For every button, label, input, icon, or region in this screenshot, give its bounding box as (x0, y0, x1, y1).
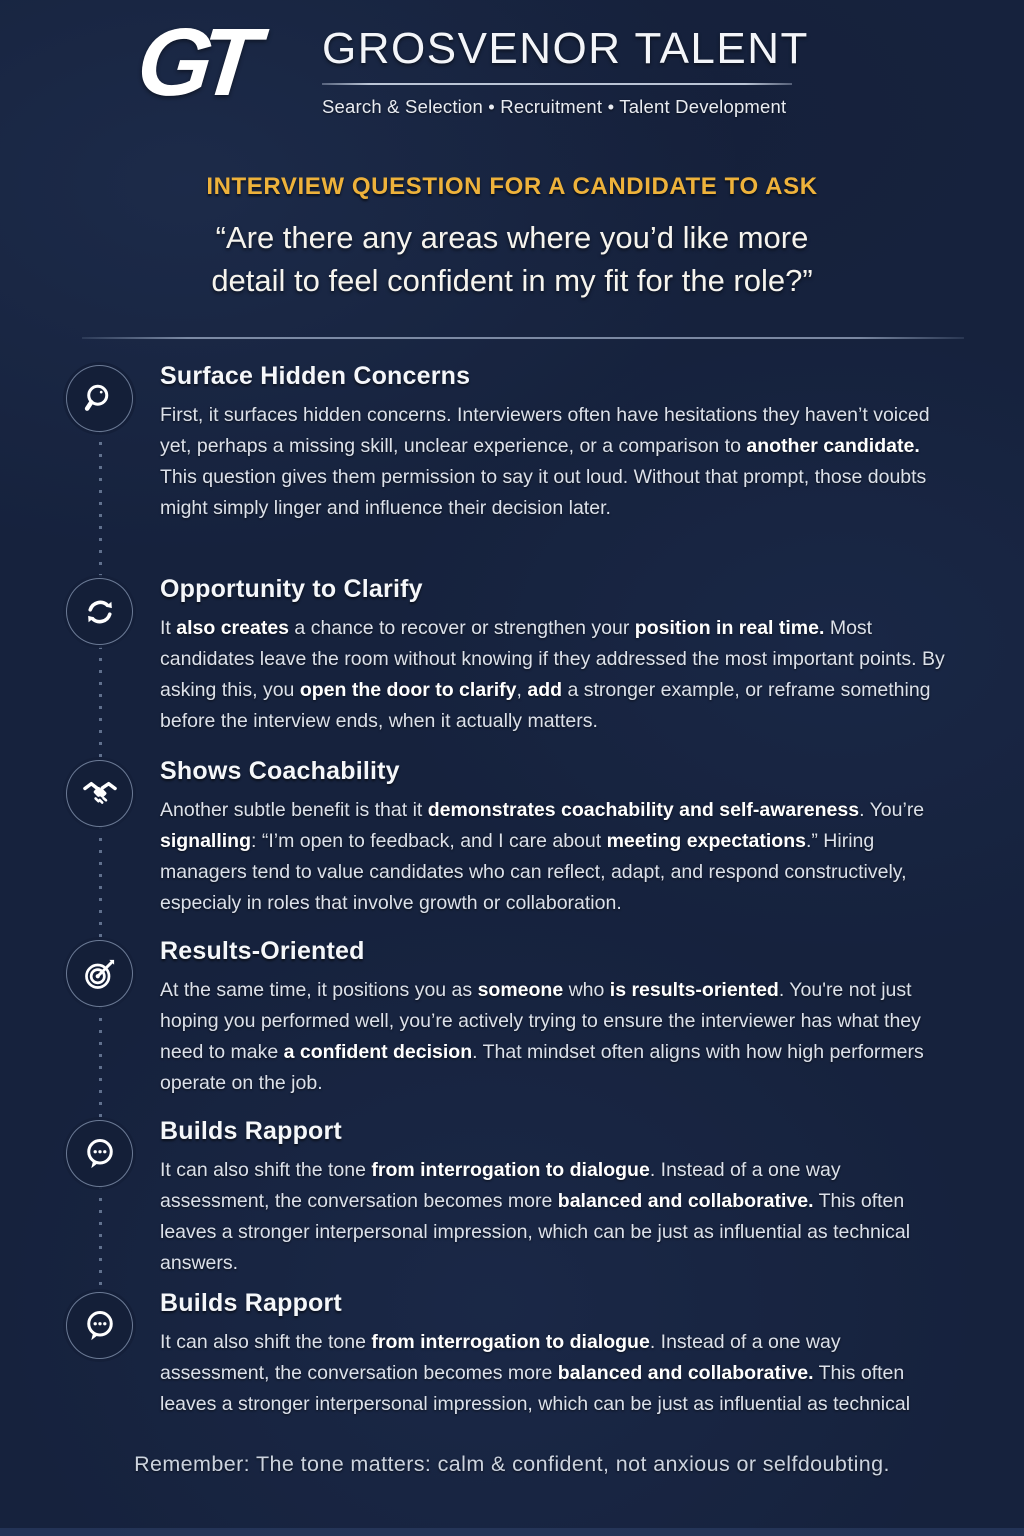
quote-line-2: detail to feel confident in my fit for the role?” (211, 263, 813, 298)
search-icon (66, 365, 133, 432)
bottom-strip (0, 1528, 1024, 1536)
section-heading: Results-Oriented (160, 937, 365, 965)
quote-line-1: “Are there any areas where you’d like more (215, 220, 809, 255)
section-opportunity-to-clarify (0, 575, 1024, 737)
brand-name: GROSVENOR TALENT (322, 24, 809, 73)
target-icon (66, 940, 133, 1007)
section-body: It also creates a chance to recover or strengthen your position in real time. Most candidates leave the room without knowing if they addressed the most important points. By asking this, you open the door to clarify, add a stronger example, or reframe something before the interview ends, when it actually matters. (160, 617, 945, 732)
section-heading: Surface Hidden Concerns (160, 362, 471, 390)
section-body: At the same time, it positions you as someone who is results-oriented. You're not just hoping you performed well, you’re actively trying to ensure the interviewer has what they need to make a confident decision. That mindset often aligns with how high performers operate on the job. (160, 979, 924, 1094)
chat-icon (66, 1120, 133, 1187)
section-heading: Builds Rapport (160, 1289, 342, 1317)
handshake-icon (66, 760, 133, 827)
section-builds-rapport-2 (0, 1289, 1024, 1420)
brand-tagline: Search & Selection • Recruitment • Talent Development (322, 96, 787, 117)
section-heading: Shows Coachability (160, 757, 400, 785)
refresh-icon (66, 578, 133, 645)
chat-icon (66, 1292, 133, 1359)
section-body: Another subtle benefit is that it demonstrates coachability and self-awareness. You’re signalling: “I’m open to feedback, and I care about meeting expectations.” Hiring managers tend to value candidates who can reflect, adapt, and respond constructively, especialy in roles that involve growth or collaboration. (160, 799, 925, 914)
section-body: It can also shift the tone from interrogation to dialogue. Instead of a one way assessment, the conversation becomes more balanced and collaborative. This often leaves a stronger interpersonal impression, which can be just as influential as technical (160, 1331, 911, 1415)
section-results-oriented (0, 937, 1024, 1099)
section-body: It can also shift the tone from interrogation to dialogue. Instead of a one way assessment, the conversation becomes more balanced and collaborative. This often leaves a stronger interpersonal impression, which can be just as influential as technical answers. (160, 1159, 911, 1274)
section-heading: Builds Rapport (160, 1117, 342, 1145)
interview-question-quote (0, 216, 1024, 302)
brand-logo: GT (132, 9, 253, 116)
section-builds-rapport (0, 1117, 1024, 1279)
page-kicker: INTERVIEW QUESTION FOR A CANDIDATE TO ASK (206, 173, 818, 200)
section-divider (82, 337, 964, 339)
brand-underline (322, 83, 792, 85)
section-body: First, it surfaces hidden concerns. Interviewers often have hesitations they haven’t voiced yet, perhaps a missing skill, unclear experience, or a comparison to another candidate. This question gives them permission to say it out loud. Without that prompt, those doubts might simply linger and influence their decision later. (160, 404, 930, 519)
brand-block (322, 24, 809, 118)
section-heading: Opportunity to Clarify (160, 575, 423, 603)
footer-reminder: Remember: The tone matters: calm & confident, not anxious or selfdoubting. (134, 1452, 890, 1476)
section-shows-coachability (0, 757, 1024, 919)
section-surface-hidden-concerns (0, 362, 1024, 524)
